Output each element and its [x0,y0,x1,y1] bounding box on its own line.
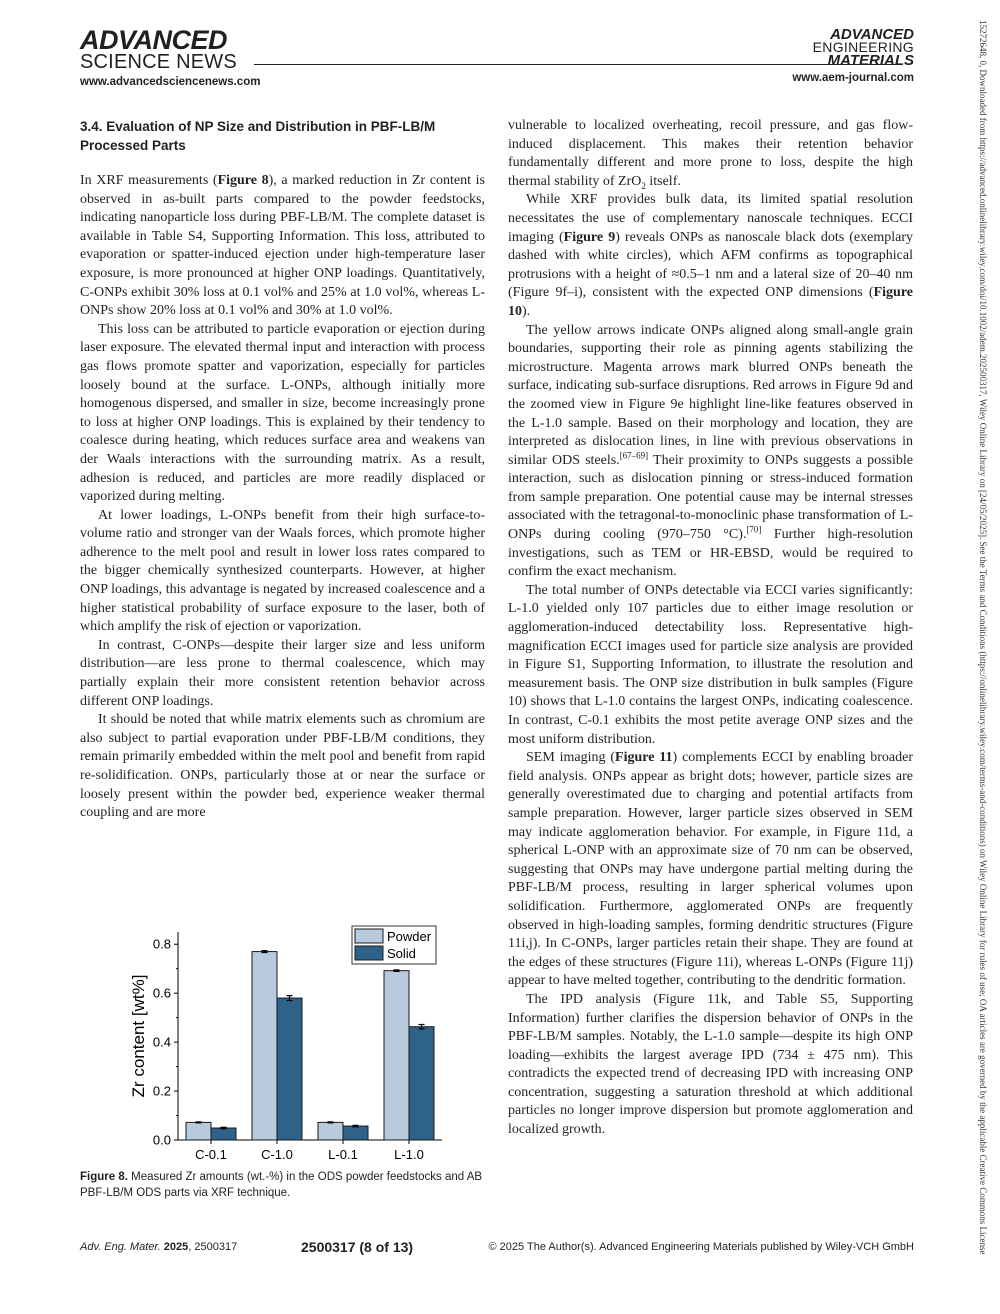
x-tick-label: C-0.1 [195,1147,227,1162]
y-axis-label: Zr content [wt%] [129,974,148,1098]
x-tick-label: L-0.1 [328,1147,358,1162]
publisher-header [80,25,261,88]
bar-powder [318,1122,343,1140]
text-run: While XRF provides bulk data, its limited spatial resolution necessitates the use of complementary nanoscale techniques. ECCI imaging ( [508,192,913,245]
citation-info [80,1241,237,1253]
paragraph [508,749,913,991]
paragraph: It should be noted that while matrix elements such as chromium are also subject to partial evaporation under PBF-LB/M conditions, they remain primarily embedded within the melt pool and benefit from rapid re-solidification. ONPs, particularly those at or near the surface or loosely present within the powder bed, experience weaker thermal coupling and are more [80,712,485,821]
y-tick-label: 0.4 [152,1034,171,1050]
paragraph: The IPD analysis (Figure 11k, and Table S5, Supporting Information) further clarifies the dispersion behavior of ONPs in the PBF-LB/M samples. Notably, the L-1.0 sample—despite its high ONP loading—exhibits the largest average IPD (734 ± 475 nm). This contradicts the expected trend of decreasing IPD with increasing ONP concentration, suggesting a saturation threshold at which additional particles no longer improve dispersion but promote agglomeration and localized growth. [508,991,913,1138]
y-tick-label: 0.8 [152,936,171,952]
bar-powder [186,1122,211,1140]
legend-label-solid: Solid [387,946,416,961]
year: 2025 [163,1241,189,1253]
text-run: ) complements ECCI by enabling broader field analysis. ONPs appear as bright dots; however, particle sizes are generally overestimated due to charging and potential artifacts from sample preparation. However, larger particle sizes observed in SEM may indicate agglomeration behavior. For example, in Figure 11d, a spherical L-ONP with an approximate size of 70 nm can be observed, suggesting that ONPs may have undergone partial melting during the PBF-LB/M process, resulting in larger spherical volumes upon solidification. Furthermore, agglomerated ONPs are frequently observed in high-loading samples, forming dendritic structures (Figure 11i,j). In C-ONPs, larger particles retain their shape. They are found at the edges of these structures (Figure 11i), whereas L-ONPs (Figure 11j) appear to have melted together, contributing to the dendritic formation. [508,750,913,989]
paragraph [508,191,913,321]
bar-solid [277,998,302,1140]
left-column [80,117,485,823]
y-tick-label: 0.0 [152,1132,171,1148]
journal-abbrev: Adv. Eng. Mater. [80,1241,161,1253]
figure-8 [120,920,460,1165]
journal-logo-line2: ENGINEERING [812,39,914,55]
text-run: ). [522,303,531,319]
y-tick-label: 0.6 [152,985,171,1001]
figure-8-link[interactable]: Figure 8 [217,173,269,188]
figure-caption-label: Figure 8. [80,1171,128,1183]
page-number: 2500317 (8 of 13) [301,1239,414,1255]
subscript: 2 [641,180,646,191]
text-run: The yellow arrows indicate ONPs aligned along small-angle grain boundaries, supporting their role as pinning agents stabilizing the microstructure. Magenta arrows mark blurred ONPs beneath the surface, indicating sub-surface disruptions. Red arrows in Figure 9d and the zoomed view in Figure 9e highlight line-like features observed in the L-1.0 sample. Based on their morphology and location, they are interpreted as dislocation lines, in line with previous observations in similar ODS steels. [508,322,913,468]
figure-caption-text: Measured Zr amounts (wt.-%) in the ODS powder feedstocks and AB PBF-LB/M ODS parts via XRF technique. [80,1171,483,1199]
paragraph [80,172,485,321]
paragraph: This loss can be attributed to particle evaporation or ejection during laser exposure. The elevated thermal input and interaction with process gas flows promote spatter and vaporization, especially for particles loosely bound at the surface. L-ONPs, although initially more homogenous dispersed, and smaller in size, become increasingly prone to loss at higher ONP loadings. This is explained by their tendency to coalesce during heating, which reduces surface area and weakens van der Waals interactions with the surrounding matrix. As a result, adhesion is reduced, and particles are more readily displaced or vaporized during melting. [80,321,485,505]
copyright-notice: © 2025 The Author(s). Advanced Engineering Materials published by Wiley-VCH GmbH [488,1241,914,1253]
figure-caption [80,1170,485,1201]
citation-link[interactable]: [70] [746,524,762,535]
text-run: Their proximity to ONPs suggests a possible interaction, such as dislocation pinning or stress-induced formation from sample preparation. One potential cause may be internal stresses associated with the tetragonal-to-monoclinic phase transformation of L-ONPs during cooling (970–750 °C). [508,452,914,543]
advanced-science-news-logo: ADVANCED [80,25,228,55]
text-run: itself. [645,173,681,189]
publisher-url[interactable]: www.advancedsciencenews.com [80,76,261,88]
right-column [508,117,913,1140]
citation-link[interactable]: [67–69] [619,450,649,461]
paragraph [508,117,913,191]
bar-solid [409,1027,434,1140]
bar-powder [252,952,277,1140]
journal-logo-line3: MATERIALS [827,52,914,69]
figure-11-link[interactable]: Figure 11 [615,750,673,766]
download-notice: 15272648, 0, Downloaded from https://advanced.onlinelibrary.wiley.com/doi/10.1002/adem.202500317, Wiley Online Library on [24/05/2025]. See the Terms and Conditions (https://onlinelibrary.wiley.com/terms-and-conditions) on Wiley Online Library for rules of use; OA articles are governed by the applicable Creative Commons License [978,20,988,1255]
paragraph: The total number of ONPs detectable via ECCI varies significantly: L-1.0 yielded only 107 particles due to either image resolution or agglomeration-induced detectability loss. Representative high-magnification ECCI images used for particle size analysis are provided in Figure S1, Supporting Information, to illustrate the resolution and measurement basis. The ONP size distribution in bulk samples (Figure 10) shows that L-1.0 contains the largest ONPs, indicating coalescence. In contrast, C-0.1 exhibits the most petite average ONP sizes and the most uniform distribution. [508,582,913,747]
bar-solid [211,1128,236,1140]
text-run: Further high-resolution investigations, such as TEM or HR-EBSD, would be required to confirm the exact mechanism. [508,527,914,580]
paragraph: In contrast, C-ONPs—despite their larger size and less uniform distribution—are less prone to thermal coalescence, which may partially explain their more consistent retention behavior across different ONP loadings. [80,637,485,709]
science-news-logo-text: SCIENCE NEWS [80,51,237,73]
bar-chart [120,920,460,1165]
legend-swatch-solid [355,946,383,960]
text-run: ) reveals ONPs as nanoscale black dots (exemplary dashed with white circles), which AFM confirms as topographical protrusions with a height of ≈0.5–1 nm and a lateral size of 20–40 nm (Figure 9f–i), consistent with the expected ONP dimensions ( [508,229,914,301]
x-tick-label: C-1.0 [261,1147,293,1162]
bar-solid [343,1126,368,1140]
section-heading: 3.4. Evaluation of NP Size and Distribution in PBF-LB/M Processed Parts [80,119,436,153]
legend-label-powder: Powder [387,929,432,944]
paragraph [508,322,913,582]
text-run: ), a marked reduction in Zr content is observed in as-built parts compared to the powder feedstocks, indicating nanoparticle loss during PBF-LB/M. The complete dataset is available in Table S4, Supporting Information. This loss, attributed to evaporation or spatter-induced ejection under high-temperature laser exposure, is more pronounced at higher ONP loadings. Quantitatively, C-ONPs exhibit 30% loss at 0.1 vol% and 25% at 1.0 vol%, whereas L-ONPs show 20% loss at 0.1 vol% and 30% at 1.0 vol%. [80,173,485,319]
journal-header [792,28,914,84]
text-run: SEM imaging ( [526,750,616,766]
legend-swatch-powder [355,929,383,943]
text-run: vulnerable to localized overheating, recoil pressure, and gas flow-induced displacement. This makes their retention behavior fundamentally different and more prone to loss, despite the high thermal stability of ZrO [508,118,913,189]
journal-logo-line1: ADVANCED [830,26,914,43]
figure-10-link[interactable]: Figure 10 [508,285,913,319]
x-tick-label: L-1.0 [394,1147,424,1162]
journal-url[interactable]: www.aem-journal.com [792,72,914,84]
figure-9-link[interactable]: Figure 9 [563,229,616,245]
text-run: In XRF measurements ( [80,173,218,188]
paragraph: At lower loadings, L-ONPs benefit from their high surface-to-volume ratio and stronger van der Waals forces, which promote higher adherence to the melt pool and result in lower loss rates compared to the bigger chemically synthesized counterparts. However, at higher ONP loadings, this advantage is negated by increased coalescence and a higher statistical probability of surface exposure to the laser, both of which amplify the risk of ejection or vaporization. [80,507,485,635]
article-number: , 2500317 [188,1241,238,1253]
bar-powder [384,971,409,1140]
y-tick-label: 0.2 [152,1083,171,1099]
